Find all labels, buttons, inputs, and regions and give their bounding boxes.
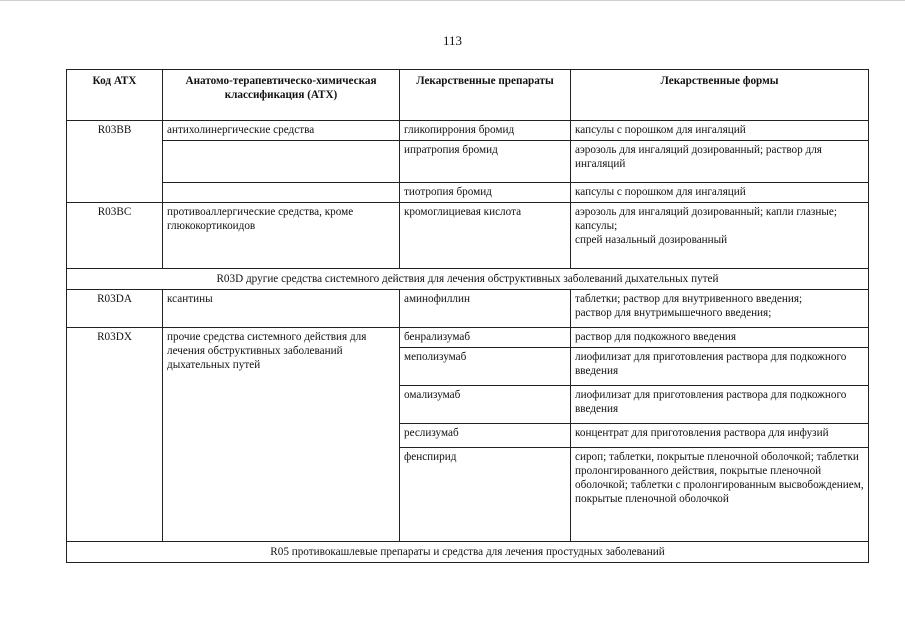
drug-forms: лиофилизат для приготовления раствора для подкожного введения [571, 348, 869, 386]
atx-class: ксантины [163, 290, 400, 328]
atx-class-empty [163, 183, 400, 203]
table-row [67, 328, 869, 348]
drug-name: реслизумаб [400, 424, 571, 448]
header-drugs: Лекарственные препараты [400, 70, 571, 121]
drug-name: ипратропия бромид [400, 141, 571, 183]
table-row [67, 121, 869, 141]
page-number: 113 [442, 33, 463, 48]
drug-forms [571, 448, 869, 542]
header-classification: Анатомо-терапевтическо-химическая классификация (АТХ) [163, 70, 400, 121]
form-line: таблетки; раствор для внутривенного введения; [575, 293, 803, 305]
table-row [67, 203, 869, 269]
atx-class-empty [163, 141, 400, 183]
table-row [67, 290, 869, 328]
table-row [67, 141, 869, 183]
section-row [67, 542, 869, 563]
atx-class: противоаллергические средства, кроме глюкокортикоидов [163, 203, 400, 269]
form-line: оболочкой; таблетки с пролонгированным высвобождением, покрытые пленочной оболочкой [575, 479, 864, 505]
page-top-border [0, 0, 905, 1]
section-title: R03D другие средства системного действия для лечения обструктивных заболеваний дыхательных путей [67, 269, 869, 290]
atx-code: R03DA [67, 290, 163, 328]
form-line: капсулы; [575, 220, 618, 232]
atx-code: R03DX [67, 328, 163, 542]
atx-code: R03BB [67, 121, 163, 203]
drug-forms: капсулы с порошком для ингаляций [571, 121, 869, 141]
drug-forms: раствор для подкожного введения [571, 328, 869, 348]
drug-name: гликопиррония бромид [400, 121, 571, 141]
drug-forms [571, 290, 869, 328]
drug-name: меполизумаб [400, 348, 571, 386]
section-row [67, 269, 869, 290]
drug-name: аминофиллин [400, 290, 571, 328]
drug-name: бенрализумаб [400, 328, 571, 348]
header-code: Код АТХ [67, 70, 163, 121]
drug-name: тиотропия бромид [400, 183, 571, 203]
header-forms: Лекарственные формы [571, 70, 869, 121]
drug-forms: концентрат для приготовления раствора для инфузий [571, 424, 869, 448]
atx-code: R03BC [67, 203, 163, 269]
table-header-row [67, 70, 869, 121]
atx-class: прочие средства системного действия для лечения обструктивных заболеваний дыхательных путей [163, 328, 400, 542]
form-line: раствор для внутримышечного введения; [575, 307, 772, 319]
form-line: сироп; таблетки, покрытые пленочной оболочкой; таблетки пролонгированного действия, покрытые пленочной [575, 451, 859, 477]
drug-name: фенспирид [400, 448, 571, 542]
drug-name: омализумаб [400, 386, 571, 424]
drug-forms: аэрозоль для ингаляций дозированный; раствор для ингаляций [571, 141, 869, 183]
atx-table [66, 69, 869, 563]
form-line: аэрозоль для ингаляций дозированный; капли глазные; [575, 206, 837, 218]
drug-forms: лиофилизат для приготовления раствора для подкожного введения [571, 386, 869, 424]
form-line: спрей назальный дозированный [575, 234, 728, 246]
drug-forms: капсулы с порошком для ингаляций [571, 183, 869, 203]
atx-class: антихолинергические средства [163, 121, 400, 141]
section-title: R05 противокашлевые препараты и средства для лечения простудных заболеваний [67, 542, 869, 563]
drug-forms [571, 203, 869, 269]
table-row [67, 183, 869, 203]
drug-name: кромоглициевая кислота [400, 203, 571, 269]
